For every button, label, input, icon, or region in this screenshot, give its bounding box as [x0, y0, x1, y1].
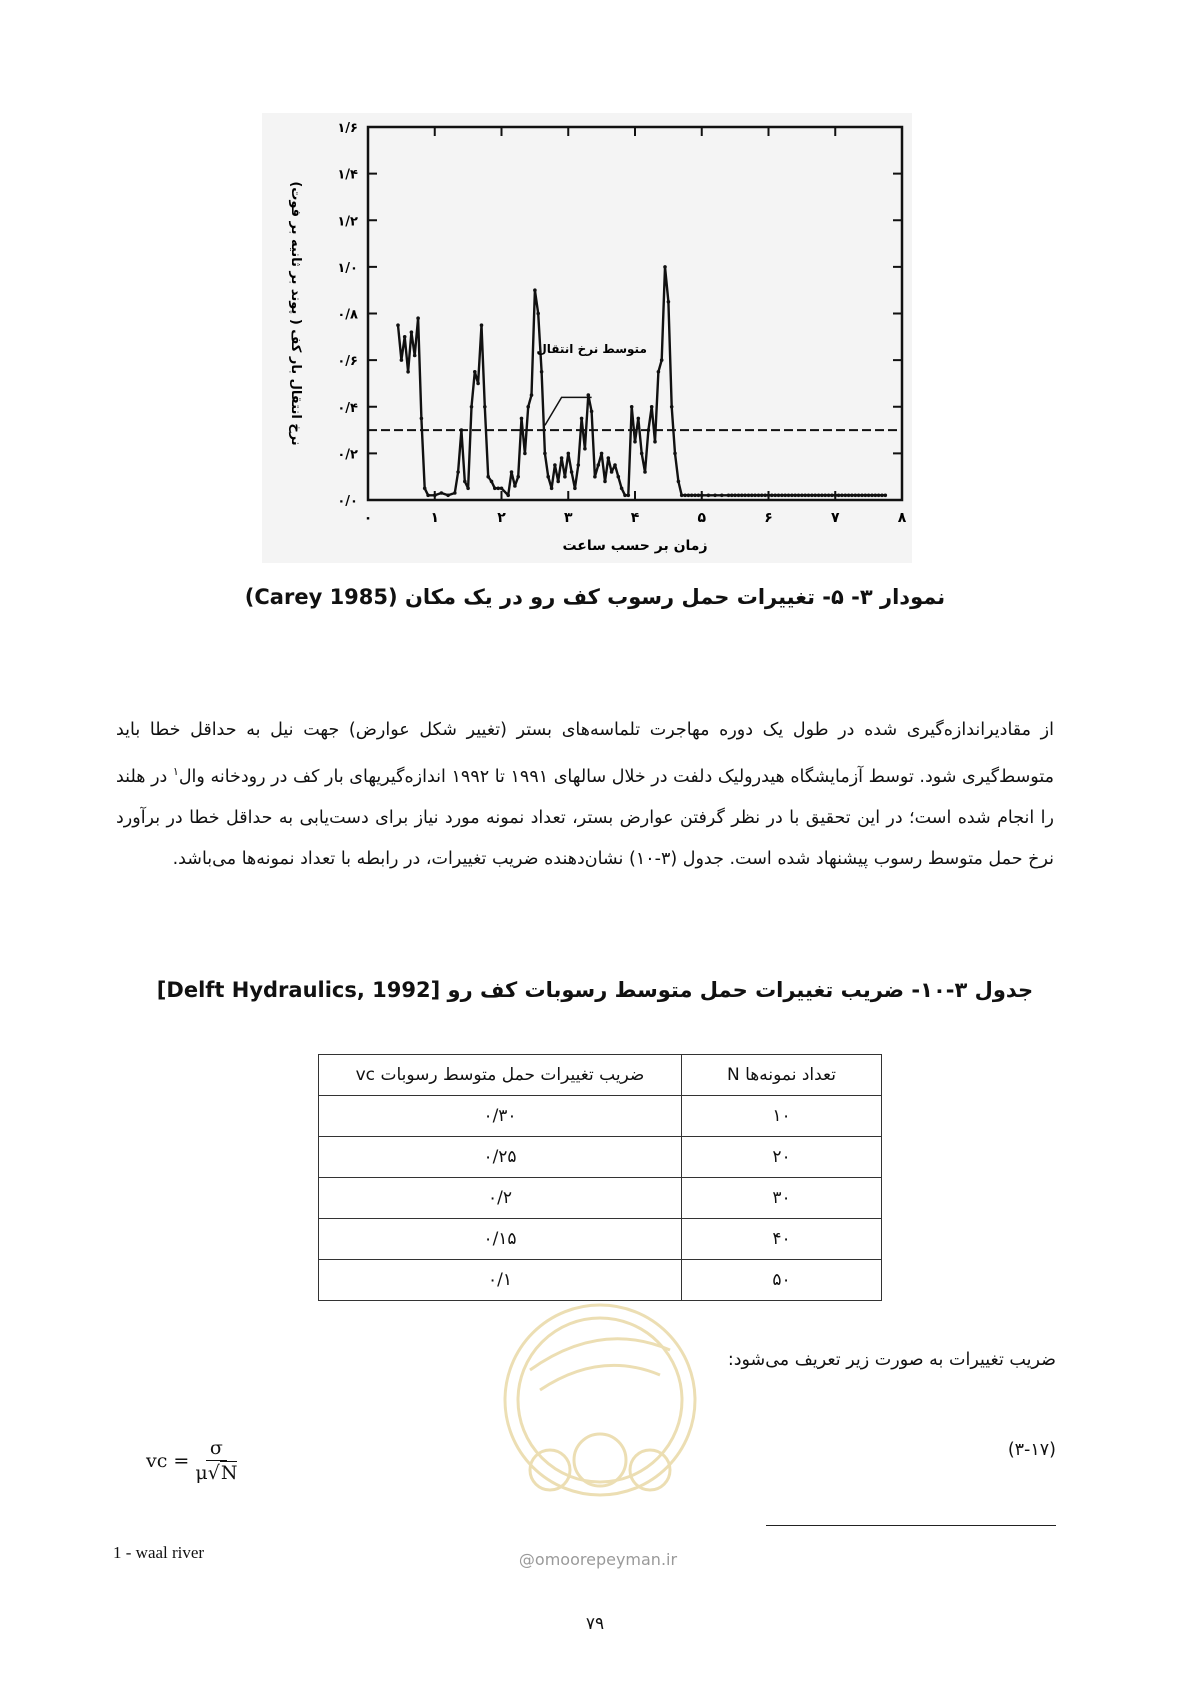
data-point	[880, 494, 884, 498]
data-point	[496, 487, 500, 491]
definition-text: ضریب تغییرات به صورت زیر تعریف می‌شود:	[727, 1350, 1056, 1370]
equation-number: (۳-۱۷)	[1007, 1440, 1056, 1460]
data-point	[510, 470, 514, 474]
plot-area	[368, 127, 902, 500]
data-point	[757, 494, 761, 498]
data-point	[573, 487, 577, 491]
paragraph-text: از مقادیراندازه‌گیری شده در طول یک دوره مهاجرت تلماسه‌های بستر (تغییر شکل عوارض) جهت نیل به حداقل خطا باید متوسط‌گیری شود. توسط آزمایشگاه هیدرولیک دلفت در خلال سالهای ۱۹۹۱ تا ۱۹۹۲ اندازه‌گیریهای بار کف در رودخانه وال	[116, 720, 1054, 787]
data-point	[536, 312, 540, 316]
data-point	[727, 494, 731, 498]
data-point	[556, 480, 560, 484]
data-point	[783, 494, 787, 498]
data-point	[590, 410, 594, 414]
data-point	[513, 484, 517, 488]
data-point	[640, 452, 644, 456]
data-point	[750, 494, 754, 498]
formula-numerator: σ	[206, 1436, 227, 1461]
chart-svg	[262, 113, 912, 563]
data-point	[680, 494, 684, 498]
data-point	[456, 470, 460, 474]
data-point	[493, 487, 497, 491]
data-point	[867, 494, 871, 498]
data-point	[667, 300, 671, 304]
data-point	[737, 494, 741, 498]
formula-fraction	[195, 1436, 237, 1485]
data-point	[490, 480, 494, 484]
y-tick-label: ۱/۰	[337, 260, 358, 276]
data-point	[713, 494, 717, 498]
data-point	[396, 323, 400, 327]
x-tick-label: ۸	[897, 510, 907, 526]
formula-mu: μ	[195, 1462, 208, 1484]
chart-figure	[262, 113, 912, 563]
data-point	[506, 494, 510, 498]
data-point	[800, 494, 804, 498]
data-point	[643, 470, 647, 474]
data-point	[403, 335, 407, 339]
data-point	[526, 405, 530, 409]
data-point	[637, 417, 641, 421]
data-point	[440, 491, 444, 495]
data-point	[857, 494, 861, 498]
watermark-logo	[490, 1280, 710, 1580]
x-tick-label: ۲	[497, 510, 506, 526]
data-point	[463, 480, 467, 484]
data-point	[777, 494, 781, 498]
data-point	[753, 494, 757, 498]
data-point	[660, 358, 664, 362]
data-point	[413, 354, 417, 358]
data-point	[516, 475, 520, 479]
data-point	[623, 494, 627, 498]
data-point	[410, 330, 414, 334]
data-point	[747, 494, 751, 498]
data-point	[617, 475, 621, 479]
data-point	[560, 456, 564, 460]
data-point	[877, 494, 881, 498]
data-point	[847, 494, 851, 498]
data-point	[453, 491, 457, 495]
data-point	[553, 463, 557, 467]
x-tick-label: ۰	[363, 510, 373, 526]
data-point	[470, 405, 474, 409]
data-point	[860, 494, 864, 498]
y-tick-label: ۱/۴	[337, 167, 358, 183]
table-row	[319, 1137, 882, 1178]
y-tick-label: ۰/۸	[337, 307, 358, 323]
data-point	[460, 428, 464, 432]
data-point	[563, 475, 567, 479]
data-point	[543, 452, 547, 456]
data-point	[820, 494, 824, 498]
y-tick-label: ۰/۲	[337, 447, 358, 463]
data-point	[673, 452, 677, 456]
data-point	[466, 487, 470, 491]
data-point	[730, 494, 734, 498]
data-point	[486, 475, 490, 479]
table-cell-vc: ۰/۱	[319, 1260, 682, 1301]
data-point	[420, 417, 424, 421]
data-point	[864, 494, 868, 498]
data-point	[657, 370, 661, 374]
data-point	[707, 494, 711, 498]
table-header-row	[319, 1055, 882, 1096]
y-tick-label: ۱/۶	[337, 121, 358, 136]
table-row	[319, 1178, 882, 1219]
data-point	[840, 494, 844, 498]
data-point	[773, 494, 777, 498]
data-point	[700, 494, 704, 498]
y-axis-title: نرخ انتقال بار کف ( پوند بر ثانیه بر فوت)	[288, 181, 303, 446]
data-point	[446, 494, 450, 498]
data-point	[620, 487, 624, 491]
y-tick-label: ۰/۶	[337, 354, 358, 370]
data-point	[813, 494, 817, 498]
x-axis-title: زمان بر حسب ساعت	[562, 538, 708, 554]
table-cell-n: ۲۰	[682, 1137, 882, 1178]
data-point	[827, 494, 831, 498]
data-point	[670, 405, 674, 409]
data-point	[807, 494, 811, 498]
data-point	[787, 494, 791, 498]
data-point	[837, 494, 841, 498]
data-point	[416, 316, 420, 320]
data-point	[830, 494, 834, 498]
data-point	[607, 456, 611, 460]
data-point	[650, 405, 654, 409]
data-point	[693, 494, 697, 498]
data-point	[760, 494, 764, 498]
table-cell-vc: ۰/۱۵	[319, 1219, 682, 1260]
table-title: جدول ۳-۱۰- ضریب تغییرات حمل متوسط رسوبات کف رو [Delft Hydraulics, 1992]	[156, 978, 1034, 1002]
figure-caption: نمودار ۳- ۵- تغییرات حمل رسوب کف رو در یک مکان (Carey 1985)	[244, 585, 946, 609]
table-cell-n: ۱۰	[682, 1096, 882, 1137]
table-header-vc: ضریب تغییرات حمل متوسط رسوبات vc	[319, 1055, 682, 1096]
data-series-line	[398, 267, 885, 495]
table-cell-n: ۳۰	[682, 1178, 882, 1219]
data-point	[834, 494, 838, 498]
table-cell-n: ۴۰	[682, 1219, 882, 1260]
data-point	[697, 494, 701, 498]
y-tick-label: ۱/۲	[337, 214, 358, 230]
data-point	[533, 288, 537, 292]
formula	[146, 1436, 237, 1485]
y-tick-label: ۰/۰	[337, 494, 358, 509]
formula-radicand: N	[220, 1462, 238, 1484]
data-point	[817, 494, 821, 498]
data-point	[603, 480, 607, 484]
data-point	[530, 393, 534, 397]
data-point	[476, 382, 480, 386]
data-point	[793, 494, 797, 498]
paragraph-text-rest: در هلند را انجام شده است؛ در این تحقیق با در نظر گرفتن عوارض بستر، تعداد نمونه مورد نیاز برای دست‌یابی به حداقل خطا در برآورد نرخ حمل متوسط رسوب پیشنهاد شده است. جدول (۳-۱۰) نشان‌دهنده ضریب تغییرات، در رابطه با تعداد نمونه‌ها می‌باشد.	[116, 766, 1054, 869]
data-point	[610, 470, 614, 474]
data-point	[540, 370, 544, 374]
data-point	[633, 440, 637, 444]
data-point	[743, 494, 747, 498]
data-point	[690, 494, 694, 498]
data-point	[663, 265, 667, 269]
data-point	[406, 370, 410, 374]
data-point	[613, 463, 617, 467]
data-point	[523, 452, 527, 456]
data-point	[803, 494, 807, 498]
data-point	[550, 487, 554, 491]
data-point	[600, 452, 604, 456]
data-point	[483, 405, 487, 409]
table-header-n: تعداد نمونه‌ها N	[682, 1055, 882, 1096]
data-point	[687, 494, 691, 498]
data-point	[480, 323, 484, 327]
data-point	[683, 494, 687, 498]
data-point	[844, 494, 848, 498]
data-point	[740, 494, 744, 498]
watermark-site: @omoorepeyman.ir	[518, 1550, 678, 1569]
annotation-pointer	[545, 397, 592, 425]
data-point	[583, 447, 587, 451]
data-point	[850, 494, 854, 498]
data-point	[810, 494, 814, 498]
data-point	[763, 494, 767, 498]
data-point	[567, 452, 571, 456]
data-point	[884, 494, 888, 498]
data-table	[318, 1054, 882, 1301]
formula-denominator	[195, 1461, 237, 1485]
x-tick-label: ۴	[630, 510, 640, 526]
data-point	[597, 463, 601, 467]
x-tick-label: ۶	[764, 510, 773, 526]
data-point	[577, 463, 581, 467]
data-point	[587, 393, 591, 397]
table-cell-vc: ۰/۲	[319, 1178, 682, 1219]
data-point	[790, 494, 794, 498]
data-point	[546, 475, 550, 479]
data-point	[630, 405, 634, 409]
x-tick-label: ۳	[563, 510, 573, 526]
data-point	[400, 358, 404, 362]
table-cell-vc: ۰/۳۰	[319, 1096, 682, 1137]
table-row	[319, 1096, 882, 1137]
table-cell-n: ۵۰	[682, 1260, 882, 1301]
data-point	[874, 494, 878, 498]
data-point	[593, 475, 597, 479]
data-point	[653, 440, 657, 444]
footnote-rule	[766, 1525, 1056, 1526]
data-point	[720, 494, 724, 498]
table-row	[319, 1219, 882, 1260]
data-point	[677, 480, 681, 484]
data-point	[426, 494, 430, 498]
table-cell-vc: ۰/۲۵	[319, 1137, 682, 1178]
data-point	[647, 428, 651, 432]
data-point	[627, 494, 631, 498]
data-point	[870, 494, 874, 498]
x-tick-label: ۱	[430, 510, 440, 526]
body-paragraph	[116, 710, 1054, 880]
data-point	[770, 494, 774, 498]
data-point	[520, 417, 524, 421]
data-point	[580, 417, 584, 421]
footnote-marker: ۱	[172, 765, 179, 778]
page-number: ۷۹	[585, 1614, 605, 1634]
data-point	[780, 494, 784, 498]
data-point	[423, 487, 427, 491]
data-point	[823, 494, 827, 498]
data-point	[854, 494, 858, 498]
data-point	[767, 494, 771, 498]
data-point	[473, 370, 477, 374]
data-point	[500, 487, 504, 491]
formula-lhs: vc =	[146, 1449, 190, 1472]
footnote: 1 - waal river	[113, 1543, 205, 1562]
sqrt-icon: √	[207, 1462, 220, 1484]
data-point	[570, 470, 574, 474]
data-point	[733, 494, 737, 498]
data-point	[797, 494, 801, 498]
y-tick-label: ۰/۴	[337, 400, 358, 416]
x-tick-label: ۷	[830, 510, 840, 526]
annotation-label: متوسط نرخ انتقال	[536, 342, 647, 357]
data-point	[433, 494, 437, 498]
x-tick-label: ۵	[697, 510, 707, 526]
